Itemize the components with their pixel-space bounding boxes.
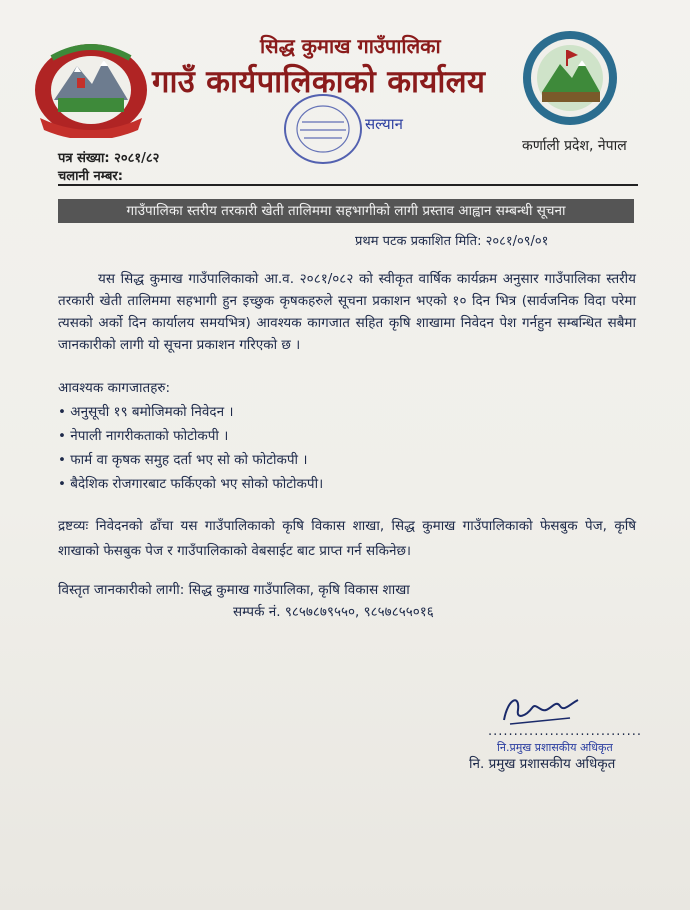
requirements-list: [58, 400, 323, 496]
signature-stamp: नि.प्रमुख प्रशासकीय अधिकृत: [497, 741, 613, 754]
municipality-logo-icon: [520, 28, 620, 128]
list-item: • फार्म वा कृषक समुह दर्ता भए सो को फोटोकपी ।: [58, 452, 308, 468]
province-name: कर्णाली प्रदेश, नेपाल: [522, 138, 627, 154]
office-stamp-icon: [282, 92, 364, 166]
header-divider: [58, 184, 638, 186]
contact-info: विस्तृत जानकारीको लागी: सिद्ध कुमाख गाउँपालिका, कृषि विकास शाखा: [58, 582, 410, 598]
subject-heading: गाउँपालिका स्तरीय तरकारी खेती तालिममा सहभागीको लागी प्रस्ताव आह्वान सम्बन्धी सूचना: [58, 199, 634, 223]
notice-body: यस सिद्ध कुमाख गाउँपालिकाको आ.व. २०८१/०८२ को स्वीकृत वार्षिक कार्यक्रम अनुसार गाउँपालिका स्तरीय तरकारी खेती तालिममा सहभागी हुन इच्छुक कृषकहरुले सूचना प्रकाशन भएको १० दिन भित्र (सार्वजनिक विदा परेमा त्यसको अर्को दिन कार्यालय समयभित्र) आवश्यक कागजात सहित कृषि शाखामा निवेदन पेश गर्नहुन सम्बन्धित सबैमा जानकारीको लागी यो सूचना प्रकाशन गरिएको छ ।: [58, 271, 636, 353]
list-item: • अनुसूची १९ बमोजिमको निवेदन ।: [58, 404, 234, 420]
published-date: प्रथम पटक प्रकाशित मिति: २०८१/०९/०१: [355, 234, 549, 249]
signatory-title: नि. प्रमुख प्रशासकीय अधिकृत: [469, 756, 616, 772]
stamp-text: सल्यान: [365, 115, 403, 133]
contact-phone: सम्पर्क नं. ९८५७८७९५५०, ९८५७८५५०१६: [233, 604, 434, 620]
list-item: • बैदेशिक रोजगारबाट फर्किएको भए सोको फोटोकपी।: [58, 476, 324, 492]
office-title: गाउँ कार्यपालिकाको कार्यालय: [152, 64, 486, 100]
list-item: • नेपाली नागरीकताको फोटोकपी ।: [58, 428, 229, 444]
nepal-emblem-icon: [32, 38, 150, 138]
requirement-text: नेपाली नागरीकताको फोटोकपी ।: [70, 428, 229, 444]
signature-line: ..............................: [488, 724, 642, 739]
requirement-text: फार्म वा कृषक समुह दर्ता भए सो को फोटोकपी ।: [70, 452, 308, 468]
dispatch-number: चलानी नम्बर:: [58, 169, 123, 184]
reference-number: पत्र संख्या: २०८१/८२: [58, 151, 160, 166]
note-paragraph: द्रष्टव्यः निवेदनको ढाँचा यस गाउँपालिकाको कृषि विकास शाखा, सिद्ध कुमाख गाउँपालिकाको फेसबुक पेज, कृषि शाखाको फेसबुक पेज र गाउँपालिकाको वेबसाईट बाट प्राप्त गर्न सकिनेछ।: [58, 518, 636, 559]
requirement-text: बैदेशिक रोजगारबाट फर्किएको भए सोको फोटोकपी।: [70, 476, 324, 492]
requirements-heading: आवश्यक कागजातहरु:: [58, 380, 170, 396]
municipality-name: सिद्ध कुमाख गाउँपालिका: [260, 34, 441, 58]
requirement-text: अनुसूची १९ बमोजिमको निवेदन ।: [70, 404, 234, 420]
